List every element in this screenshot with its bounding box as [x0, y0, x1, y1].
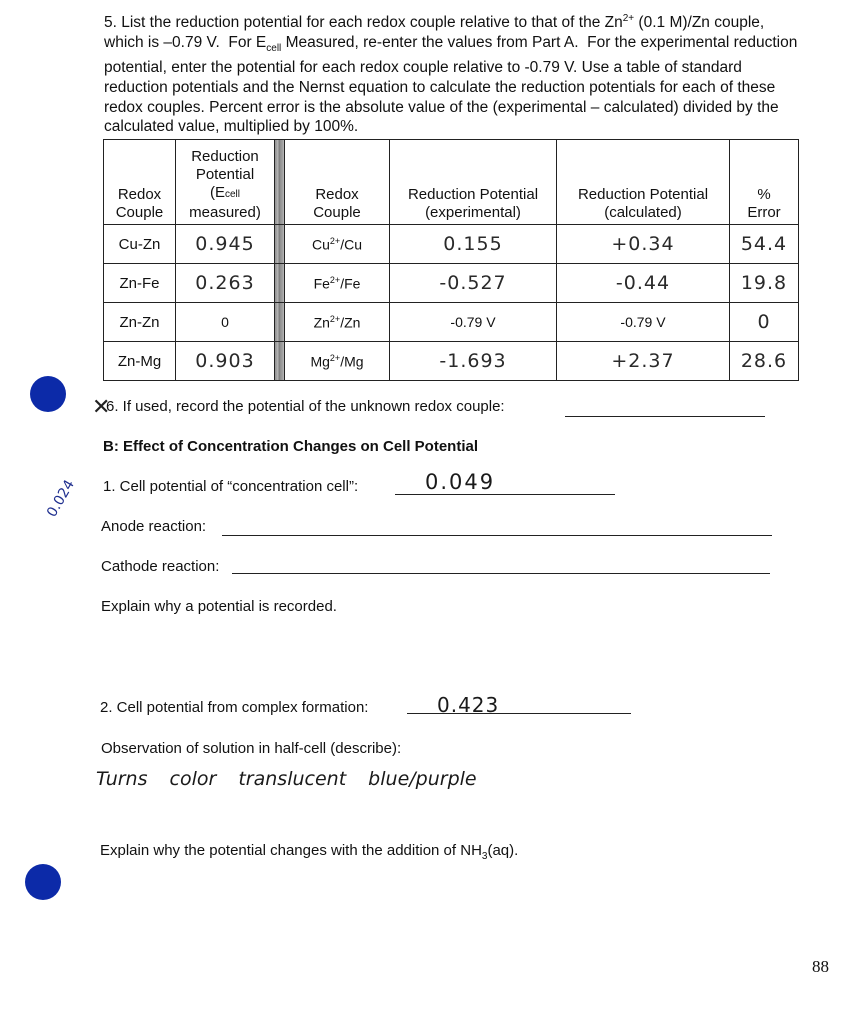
header-ecell-measured: Reduction Potential (Ecell measured) — [176, 140, 275, 225]
header-redox-couple: Redox Couple — [104, 140, 176, 225]
cell-measured[interactable]: 0.945 — [176, 225, 275, 264]
header-percent-error: % Error — [730, 140, 799, 225]
crossed-out-mark: ✕ — [92, 394, 111, 419]
anode-label: Anode reaction: — [101, 518, 207, 535]
margin-note: 0.024 — [44, 477, 78, 520]
shaded-divider — [275, 303, 285, 342]
observation-label: Observation of solution in half-cell (describe): — [101, 740, 402, 757]
cell-calculated[interactable]: +0.34 — [557, 225, 730, 264]
cell-calculated[interactable]: -0.44 — [557, 264, 730, 303]
unknown-answer-line[interactable] — [565, 416, 765, 417]
q2-label: 2. Cell potential from complex formation: — [100, 699, 369, 716]
explain-nh3-prompt: Explain why the potential changes with the addition of $NH_3(aq)$. — [100, 842, 519, 862]
instructions-text: 5. List the reduction potential for each redox couple relative to that of the $Zn^{2+}$ (0.1 M)/Zn couple, which is –0.79 V. For $E_{cell}$ Measured, re-enter the values from Part A. For the experimental reduction potential, enter the potential for each redox couple relative to -0.79 V. Use a table of standard reduction potentials and the Nernst equation to calculate the reduction potentials for each of these redox couples. Percent error is the absolute value of the (experimental – calculated) divided by the calculated value, multiplied by 100%. — [104, 13, 798, 136]
page-number: 88 — [812, 957, 829, 976]
cell-measured[interactable]: 0.263 — [176, 264, 275, 303]
unknown-prompt: ✕ 6. If used, record the potential of the unknown redox couple: — [92, 394, 505, 419]
explain-potential-prompt: Explain why a potential is recorded. — [101, 598, 337, 615]
shaded-divider — [275, 264, 285, 303]
anode-answer-line[interactable] — [222, 535, 772, 536]
cell-redox: $Mg^{2+}/Mg$ — [285, 342, 390, 381]
cell-experimental[interactable]: -0.527 — [390, 264, 557, 303]
cell-experimental: -0.79 V — [390, 303, 557, 342]
hole-punch-bottom — [25, 864, 61, 900]
cell-calculated[interactable]: +2.37 — [557, 342, 730, 381]
cell-error[interactable]: 0 — [730, 303, 799, 342]
shaded-divider — [275, 225, 285, 264]
q2-value: 0.423 — [437, 693, 500, 717]
q1-answer-line[interactable] — [395, 494, 615, 495]
section-b-title: B: Effect of Concentration Changes on Cell Potential — [103, 438, 479, 455]
table-row — [104, 264, 799, 303]
cell-couple: Cu-Zn — [104, 225, 176, 264]
cell-error[interactable]: 19.8 — [730, 264, 799, 303]
cell-couple: Zn-Mg — [104, 342, 176, 381]
cell-error[interactable]: 28.6 — [730, 342, 799, 381]
cell-measured[interactable]: 0.903 — [176, 342, 275, 381]
cell-experimental[interactable]: 0.155 — [390, 225, 557, 264]
reduction-potential-table — [103, 139, 799, 381]
q1-value: 0.049 — [425, 470, 496, 494]
cell-error[interactable]: 54.4 — [730, 225, 799, 264]
shaded-divider — [275, 342, 285, 381]
cell-redox: $Zn^{2+}/Zn$ — [285, 303, 390, 342]
table-header-row — [104, 140, 799, 225]
table-row — [104, 342, 799, 381]
cell-experimental[interactable]: -1.693 — [390, 342, 557, 381]
hole-punch-top — [30, 376, 66, 412]
cathode-answer-line[interactable] — [232, 573, 770, 574]
cell-couple: Zn-Zn — [104, 303, 176, 342]
q1-label: 1. Cell potential of “concentration cell”: — [103, 478, 359, 495]
header-experimental: Reduction Potential (experimental) — [390, 140, 557, 225]
table-row — [104, 303, 799, 342]
table-row — [104, 225, 799, 264]
cathode-label: Cathode reaction: — [101, 558, 220, 575]
shaded-divider — [275, 140, 285, 225]
cell-calculated: -0.79 V — [557, 303, 730, 342]
cell-redox: $Fe^{2+}/Fe$ — [285, 264, 390, 303]
cell-couple: Zn-Fe — [104, 264, 176, 303]
header-redox-couple-2: Redox Couple — [285, 140, 390, 225]
header-calculated: Reduction Potential (calculated) — [557, 140, 730, 225]
cell-measured: 0 — [176, 303, 275, 342]
cell-redox: $Cu^{2+}/Cu$ — [285, 225, 390, 264]
observation-value: Turns color translucent blue/purple — [96, 768, 477, 790]
